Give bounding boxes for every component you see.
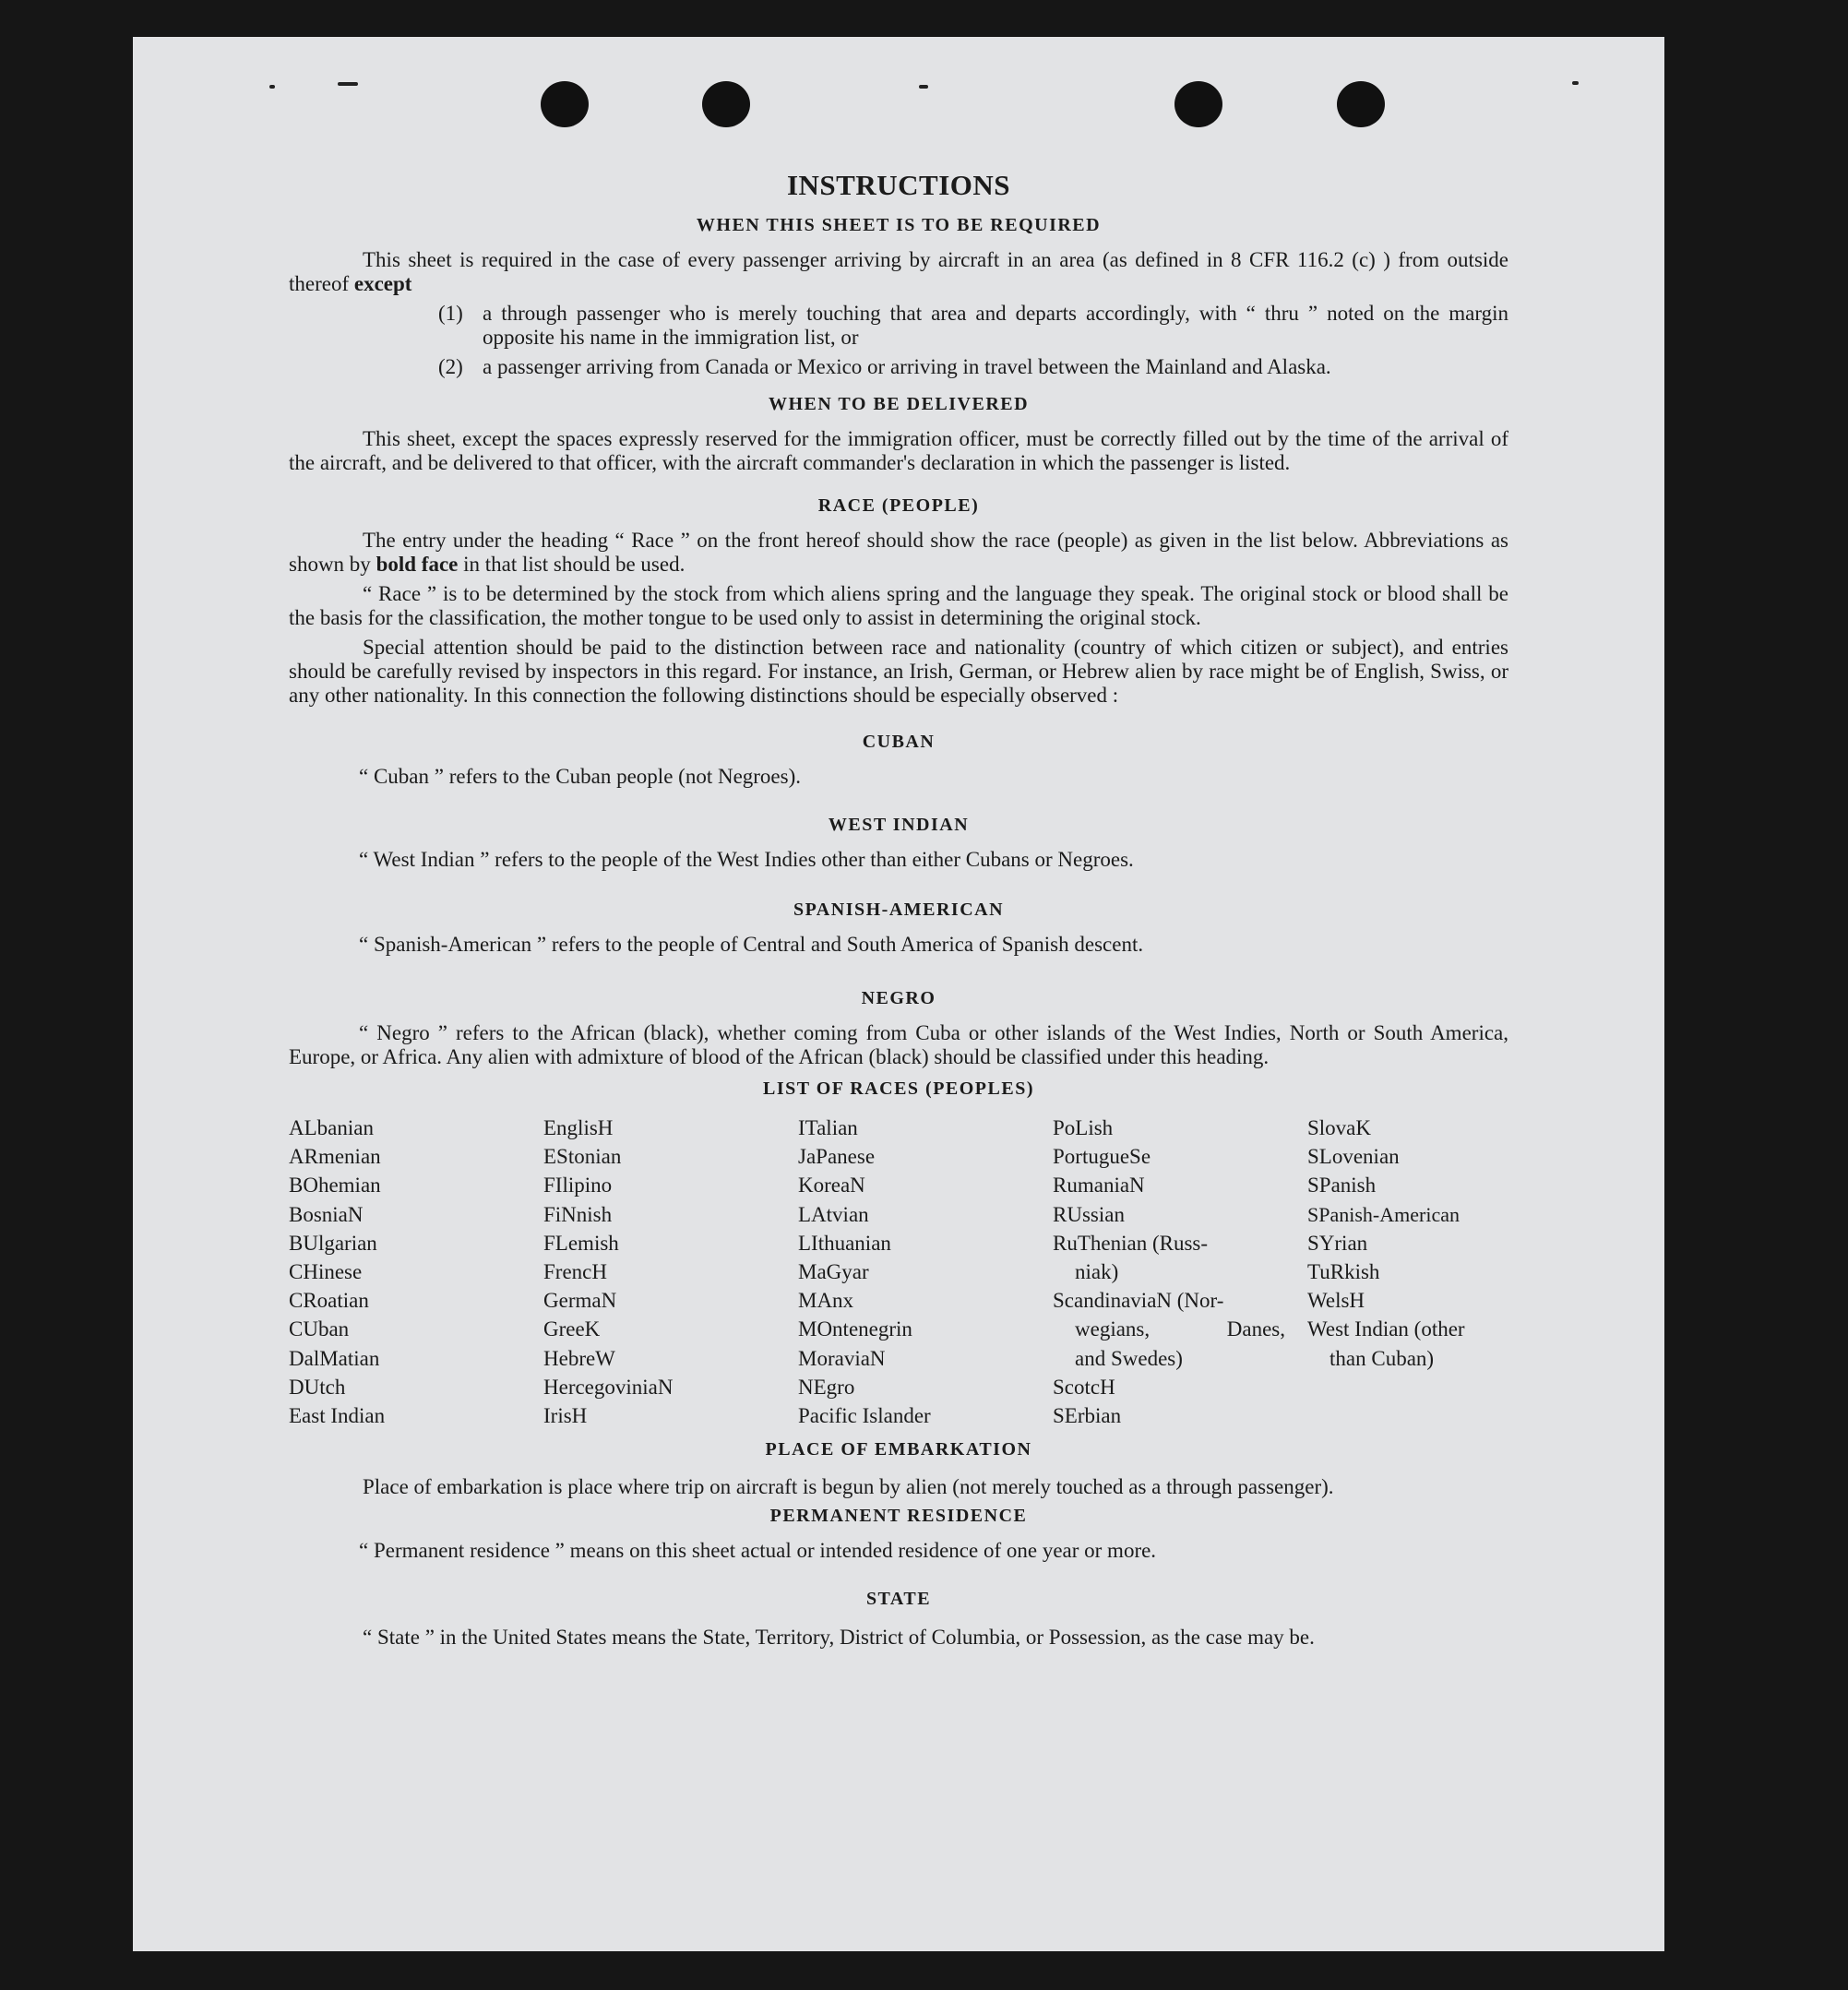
scan-speck [1572,81,1579,85]
west-indian-text: “ West Indian ” refers to the people of the West Indies other than either Cubans or Negroes. [359,848,1134,871]
heading-delivered: WHEN TO BE DELIVERED [768,394,1030,414]
race-entry: SYrian [1307,1231,1368,1255]
race-entry: Pacific Islander [798,1404,931,1428]
race-entry: WelsH [1307,1289,1365,1313]
race-entry-continuation: and Swedes) [1075,1346,1183,1370]
cuban-text: “ Cuban ” refers to the Cuban people (not Negroes). [359,765,802,788]
race-entry: CUban [289,1317,350,1341]
race-entry: FiNnish [543,1202,613,1226]
race-entry: FIlipino [543,1174,613,1198]
race-paragraph-1: The entry under the heading “ Race ” on the front hereof should show the race (people) as given in the list below. Abbreviations as shown by bold face in that list should be used. [289,529,1508,576]
race-entry: MoraviaN [798,1346,886,1370]
punch-hole [702,81,750,127]
race-entry: RUssian [1053,1202,1125,1226]
page-title: INSTRUCTIONS [786,169,1010,201]
heading-list-of-races: LIST OF RACES (PEOPLES) [762,1078,1034,1099]
race-entry: FLemish [543,1231,619,1255]
race-entry: ALbanian [289,1116,374,1139]
race-entry-continuation: niak) [1075,1260,1119,1284]
race-entry: ARmenian [289,1145,381,1169]
race-entry: TuRkish [1307,1260,1380,1284]
heading-permanent-residence: PERMANENT RESIDENCE [769,1506,1028,1527]
heading-spanish-american: SPANISH-AMERICAN [793,900,1005,920]
exception-item-1: (1) a through passenger who is merely touching that area and departs accordingly, with “ thru ” noted on the margin opposite his name in the immigration list, or [438,302,1508,349]
race-entry: ScotcH [1053,1375,1115,1399]
race-entry: GermaN [543,1289,617,1313]
race-entry: SErbian [1053,1404,1122,1428]
race-entry: JaPanese [798,1145,876,1169]
race-entry: SLovenian [1307,1145,1400,1169]
race-entry: West Indian (other [1307,1317,1465,1341]
race-entry: CHinese [289,1260,363,1284]
race-paragraph-3: Special attention should be paid to the distinction between race and nationality (country of which citizen or subject), and entries should be carefully revised by inspectors in this regard. For instance, an Irish, German, or Hebrew alien by race might be of English, Swiss, or any other nationality. In this connection the following distinctions should be especially observed : [289,636,1508,707]
embarkation-text: Place of embarkation is place where trip on aircraft is begun by alien (not merely touched as a through passenger). [363,1475,1334,1499]
race-entry: BUlgarian [289,1231,377,1255]
race-entry: FrencH [543,1260,607,1284]
race-entry: EnglisH [543,1116,614,1139]
race-entry: PortugueSe [1053,1145,1151,1169]
race-entry: DalMatian [289,1346,380,1370]
race-entry: RuThenian (Russ- [1053,1231,1209,1255]
race-entry: HercegoviniaN [543,1375,674,1399]
negro-text: “ Negro ” refers to the African (black), whether coming from Cuba or other islands of the West Indies, North or South America, Europe, or Africa. Any alien with admixture of blood of the African (black) should be classified under this heading. [289,1021,1508,1068]
races-list [289,1114,1508,1430]
required-intro: This sheet is required in the case of every passenger arriving by aircraft in an area (as defined in 8 CFR 116.2 (c) ) from outside thereof except [289,248,1508,295]
race-entry: LAtvian [798,1202,869,1226]
race-entry: SPanish [1307,1174,1377,1198]
race-entry: IrisH [543,1404,588,1428]
races-column-4 [1053,1114,1307,1430]
heading-required: WHEN THIS SHEET IS TO BE REQUIRED [696,215,1102,235]
spanish-american-text: “ Spanish-American ” refers to the people of Central and South America of Spanish descent. [359,933,1144,956]
heading-state: STATE [865,1589,932,1610]
delivered-text: This sheet, except the spaces expressly reserved for the immigration officer, must be correctly filled out by the time of the arrival of the aircraft, and be delivered to that officer, with the aircraft commander's declaration in which the passenger is listed. [289,427,1508,474]
race-entry: NEgro [798,1375,855,1399]
state-text: “ State ” in the United States means the State, Territory, District of Columbia, or Possession, as the case may be. [363,1626,1315,1650]
heading-cuban: CUBAN [862,732,936,752]
heading-negro: NEGRO [861,988,936,1008]
race-entry: BOhemian [289,1174,381,1198]
race-entry: ITalian [798,1116,858,1139]
scan-speck [338,82,358,86]
race-entry: EStonian [543,1145,622,1169]
punch-hole [1337,81,1385,127]
races-column-3 [798,1114,1053,1430]
residence-text: “ Permanent residence ” means on this sheet actual or intended residence of one year or more. [359,1539,1157,1563]
punch-hole [541,81,589,127]
heading-west-indian: WEST INDIAN [828,815,970,835]
race-entry: SPanish-American [1307,1202,1460,1226]
race-entry: RumaniaN [1053,1174,1145,1198]
instructions-content [289,169,1508,1653]
race-entry: ScandinaviaN (Nor- [1053,1289,1224,1313]
races-column-2 [543,1114,798,1430]
race-entry: MOntenegrin [798,1317,912,1341]
race-entry: BosniaN [289,1202,364,1226]
race-entry: LIthuanian [798,1231,891,1255]
heading-race: RACE (PEOPLE) [817,495,980,516]
exception-item-2: (2) a passenger arriving from Canada or Mexico or arriving in travel between the Mainland and Alaska. [438,355,1331,378]
race-entry: SlovaK [1307,1116,1371,1139]
punch-hole [1174,81,1222,127]
race-entry-continuation: wegians, Danes, [1075,1317,1285,1341]
race-entry-continuation: than Cuban) [1329,1346,1435,1370]
scan-speck [269,85,275,89]
scan-speck [919,85,928,89]
heading-embarkation: PLACE OF EMBARKATION [765,1439,1032,1460]
race-entry: MAnx [798,1289,854,1313]
race-entry: HebreW [543,1346,615,1370]
race-entry: PoLish [1053,1116,1114,1139]
race-entry: GreeK [543,1317,601,1341]
race-entry: MaGyar [798,1260,869,1284]
race-entry: KoreaN [798,1174,865,1198]
document-sheet [133,37,1664,1951]
race-entry: DUtch [289,1375,346,1399]
races-column-1 [289,1114,543,1430]
race-paragraph-2: “ Race ” is to be determined by the stock from which aliens spring and the language they speak. The original stock or blood shall be the basis for the classification, the mother tongue to be used only to assist in determining the original stock. [289,582,1508,629]
race-entry: CRoatian [289,1289,369,1313]
races-column-5 [1307,1114,1508,1430]
race-entry: East Indian [289,1404,386,1428]
